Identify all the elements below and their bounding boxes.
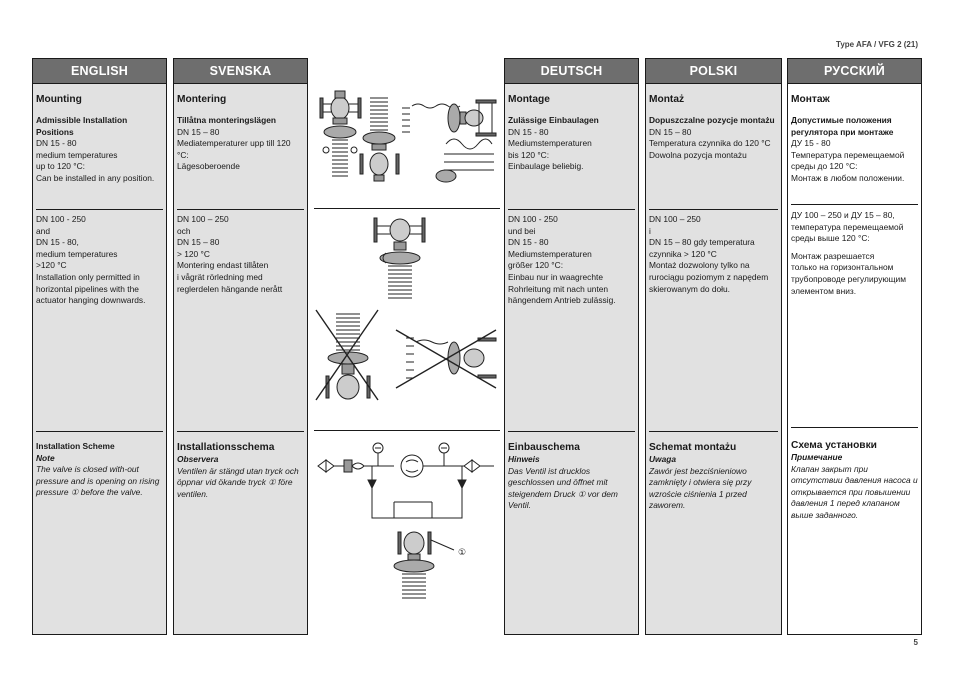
note-label: Observera	[177, 454, 219, 464]
installation-drawings	[314, 58, 500, 635]
valve-sideways-not-permitted-drawing	[396, 330, 496, 388]
note-label: Примечание	[791, 452, 843, 462]
section-divider	[177, 209, 304, 210]
mounting-title: Montaż	[649, 94, 685, 105]
valve-horizontal-drawing	[402, 100, 496, 182]
large-sizes-text: DN 100 – 250 i DN 15 – 80 gdy temperatura czynnika > 120 °C Montaż dozwolony tylko na rurociągu poziomym z napędem skierowanym do dołu.	[649, 214, 769, 294]
mounting-section	[508, 93, 635, 173]
mounting-section	[177, 93, 304, 173]
scheme-section	[508, 441, 635, 512]
column-heading-russian: РУССКИЙ	[788, 59, 921, 84]
column-heading-polski: POLSKI	[646, 59, 781, 84]
mounting-title: Mounting	[36, 94, 82, 105]
note-text: The valve is closed with-out pressure and is opening on rising pressure ① before the valve.	[36, 464, 160, 498]
positions-title: Admissible Installation Positions	[36, 115, 128, 137]
installation-scheme-drawing	[318, 443, 494, 598]
mounting-section	[36, 93, 163, 185]
mounting-title: Монтаж	[791, 94, 830, 105]
large-sizes-text: DN 100 - 250 und bei DN 15 - 80 Mediumstemperaturen größer 120 °C: Einbau nur in waagrechte Rohrleitung mit nach unten hängendem Antrieb zulässig.	[508, 214, 616, 306]
section-divider	[649, 209, 778, 210]
column-heading-english: ENGLISH	[33, 59, 166, 84]
positions-title: Допустимые положения регулятора при монтаже	[791, 115, 894, 137]
positions-title: Tillåtna monteringslägen	[177, 115, 276, 125]
column-english	[32, 58, 167, 635]
section-divider	[791, 204, 918, 205]
scheme-section	[649, 441, 778, 512]
page-number: 5	[913, 638, 918, 647]
mounting-section	[649, 93, 778, 161]
section-divider	[649, 431, 778, 432]
valve-upright-not-permitted-drawing	[316, 310, 378, 400]
large-sizes-text: ДУ 100 – 250 и ДУ 15 – 80, температура перемещаемой среды выше 120 °C:	[791, 210, 904, 244]
column-svenska	[173, 58, 308, 635]
column-polski	[645, 58, 782, 635]
section-divider	[508, 431, 635, 432]
scheme-section	[791, 439, 918, 522]
document-reference: Type AFA / VFG 2 (21)	[836, 40, 918, 49]
positions-text: DN 15 - 80 Mediumstemperaturen bis 120 °C: Einbaulage beliebig.	[508, 126, 592, 172]
note-text: Zawór jest bezciśnieniowo zamknięty i otwiera się przy wzroście ciśnienia 1 przed zaworem.	[649, 465, 752, 511]
large-sizes-text: DN 100 – 250 och DN 15 – 80 > 120 °C Montering endast tillåten i vågrät rörledning med reglerdelen hängande nerått	[177, 214, 283, 294]
large-sizes-text: DN 100 - 250 and DN 15 - 80, medium temperatures >120 °C Installation only permitted in horizontal pipelines with the actuator hanging downwards.	[36, 214, 146, 306]
scheme-section	[36, 441, 163, 499]
positions-text: ДУ 15 - 80 Температура перемещаемой среды до 120 °C: Монтаж в любом положении.	[791, 138, 905, 183]
section-divider	[36, 209, 163, 210]
mounting-section	[791, 93, 918, 185]
note-label: Note	[36, 452, 55, 463]
note-text: Das Ventil ist drucklos geschlossen und öffnet mit steigendem Druck ① vor dem Ventil.	[508, 465, 618, 511]
positions-title: Zulässige Einbaulagen	[508, 115, 599, 125]
section-divider	[177, 431, 304, 432]
note-text: Ventilen är stängd utan tryck och öppnar vid ökande tryck ① före ventilen.	[177, 465, 299, 499]
positions-text: DN 15 – 80 Mediatemperaturer upp till 120 °C: Lägesoberoende	[177, 126, 291, 172]
note-text: Клапан закрыт при отсутствии давления насоса и открывается при повышении давления 1 перед клапаном выше заданного.	[791, 463, 918, 520]
positions-text: DN 15 – 80 Temperatura czynnika do 120 °C Dowolna pozycja montażu	[649, 126, 771, 160]
scheme-title: Схема установки	[791, 440, 877, 451]
scheme-title: Installation Scheme	[36, 441, 115, 451]
section-divider	[36, 431, 163, 432]
valve-upright-drawing	[320, 91, 361, 176]
note-label: Uwaga	[649, 454, 676, 464]
valve-hanging-permitted-drawing	[374, 218, 425, 298]
scheme-title: Einbauschema	[508, 442, 580, 453]
scheme-title: Installationsschema	[177, 442, 275, 453]
column-russian	[787, 58, 922, 635]
large-sizes-text-2: Монтаж разрешается только на горизонтальном трубопроводе регулирующим элементом вниз.	[791, 250, 906, 296]
figure-column	[314, 58, 500, 635]
mounting-title: Montage	[508, 94, 550, 105]
section-divider	[508, 209, 635, 210]
large-sizes-section	[791, 210, 918, 297]
positions-text: DN 15 - 80 medium temperatures up to 120 °C: Can be installed in any position.	[36, 138, 155, 183]
section-divider	[791, 427, 918, 428]
scheme-section	[177, 441, 304, 500]
callout-number: ①	[458, 548, 467, 558]
mounting-title: Montering	[177, 94, 227, 105]
valve-inverted-drawing	[360, 98, 399, 181]
note-label: Hinweis	[508, 454, 540, 464]
positions-title: Dopuszczalne pozycje montażu	[649, 115, 775, 125]
scheme-title: Schemat montażu	[649, 442, 737, 453]
column-heading-deutsch: DEUTSCH	[505, 59, 638, 84]
column-heading-svenska: SVENSKA	[174, 59, 307, 84]
column-deutsch	[504, 58, 639, 635]
